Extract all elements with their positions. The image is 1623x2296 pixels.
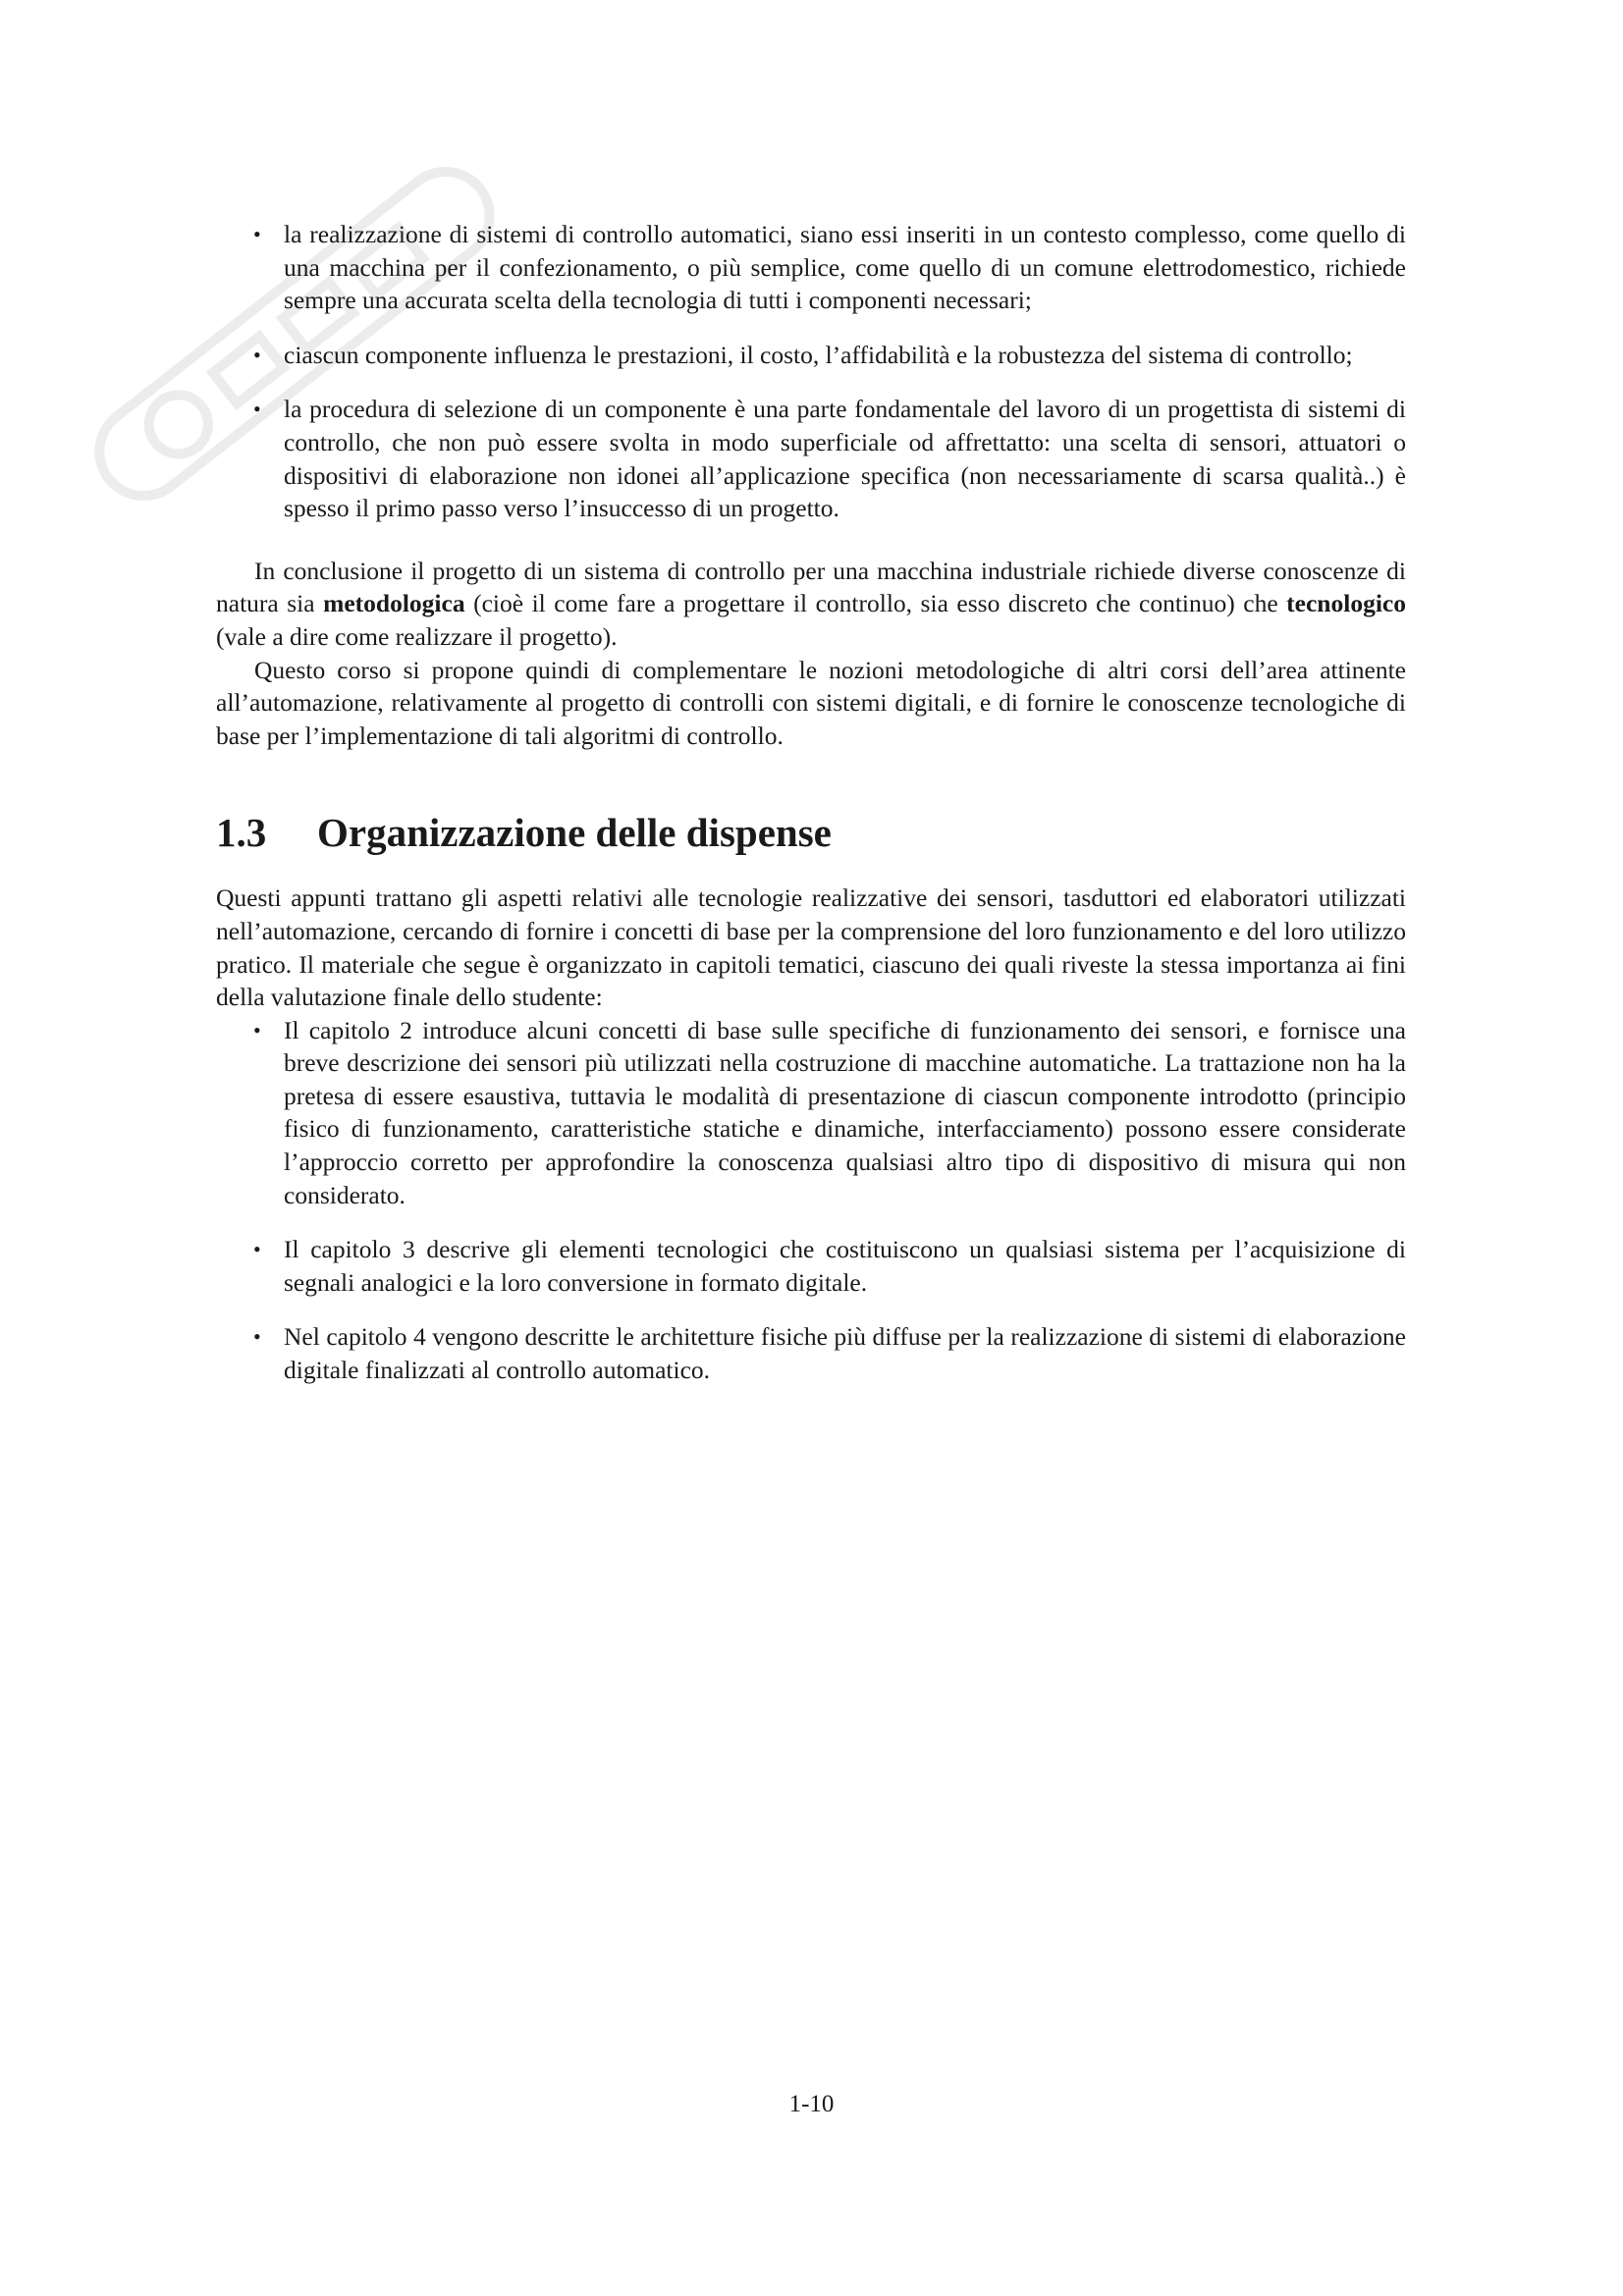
list-item: [216, 218, 1406, 317]
list-item: [216, 393, 1406, 524]
list-item: [216, 339, 1406, 372]
section-heading: [216, 809, 1406, 856]
bullet-icon: •: [253, 1017, 261, 1042]
document-page: [216, 218, 1406, 1409]
list-item-text: la realizzazione di sistemi di controllo automatici, siano essi inseriti in un contesto complesso, come quello di una macchina per il confezionamento, o più semplice, come quello di un comune elettrodomestico, richiede sempre una accurata scelta della tecnologia di tutti i componenti necessari;: [284, 220, 1406, 315]
conclusion-paragraph: [216, 555, 1406, 654]
bullet-icon: •: [253, 1237, 261, 1262]
bullet-icon: •: [253, 397, 261, 422]
bullet-icon: •: [253, 342, 261, 367]
section-number: 1.3: [216, 810, 267, 856]
bold-term-metodologica: metodologica: [323, 589, 465, 618]
list-item-text: la procedura di selezione di un componente è una parte fondamentale del lavoro di un progettista di sistemi di controllo, che non può essere svolta in modo superficiale od affrettatto: una scelta di sensori, attuatori o dispositivi di elaborazione non idonei all’applicazione specifica (non necessariamente di scarsa qualità..) è spesso il primo passo verso l’insuccesso di un progetto.: [284, 395, 1406, 523]
list-item: [216, 1014, 1406, 1212]
list-item-text: ciascun componente influenza le prestazioni, il costo, l’affidabilità e la robustezza del sistema di controllo;: [284, 340, 1353, 369]
bold-term-tecnologico: tecnologico: [1286, 589, 1406, 618]
conclusion-text-2: (cioè il come fare a progettare il controllo, sia esso discreto che continuo) che: [464, 589, 1287, 618]
bullet-icon: •: [253, 222, 261, 246]
section-intro-paragraph: Questi appunti trattano gli aspetti relativi alle tecnologie realizzative dei sensori, tasduttori ed elaboratori utilizzati nell’automazione, cercando di fornire i concetti di base per la comprensione del loro funzionamento e del loro utilizzo pratico. Il materiale che segue è organizzato in capitoli tematici, ciascuno dei quali riveste la stessa importanza ai fini della valutazione finale dello studente:: [216, 883, 1406, 1012]
conclusion-text-3: (vale a dire come realizzare il progetto).: [216, 621, 618, 651]
section-title: Organizzazione delle dispense: [317, 810, 832, 856]
page-number: 1-10: [788, 2091, 835, 2117]
conclusion-text-1: In conclusione il progetto di un sistema di controllo per una macchina industriale richiede diverse conoscenze di natura sia: [216, 556, 1406, 618]
list-item: [216, 1233, 1406, 1299]
intro-bullet-list: [216, 218, 1406, 525]
list-item-text: Il capitolo 2 introduce alcuni concetti di base sulle specifiche di funzionamento dei sensori, e fornisce una breve descrizione dei sensori più utilizzati nella costruzione di macchine automatiche. La trattazione non ha la pretesa di essere esaustiva, tuttavia le modalità di presentazione di ciascun componente introdotto (principio fisico di funzionamento, caratteristiche statiche e dinamiche, interfacciamento) possono essere considerate l’approccio corretto per approfondire la conoscenza qualsiasi altro tipo di dispositivo di misura qui non considerato.: [284, 1015, 1406, 1209]
course-paragraph: Questo corso si propone quindi di complementare le nozioni metodologiche di altri corsi dell’area attinente all’automazione, relativamente al progetto di controlli con sistemi digitali, e di fornire le conoscenze tecnologiche di base per l’implementazione di tali algoritmi di controllo.: [216, 655, 1406, 750]
list-item-text: Il capitolo 3 descrive gli elementi tecnologici che costituiscono un qualsiasi sistema per l’acquisizione di segnali analogici e la loro conversione in formato digitale.: [284, 1235, 1406, 1297]
bullet-icon: •: [253, 1324, 261, 1350]
chapters-bullet-list: [216, 1014, 1406, 1387]
list-item: [216, 1320, 1406, 1386]
list-item-text: Nel capitolo 4 vengono descritte le architetture fisiche più diffuse per la realizzazione di sistemi di elaborazione digitale finalizzati al controllo automatico.: [284, 1322, 1406, 1385]
watermark-ring: [137, 383, 220, 465]
